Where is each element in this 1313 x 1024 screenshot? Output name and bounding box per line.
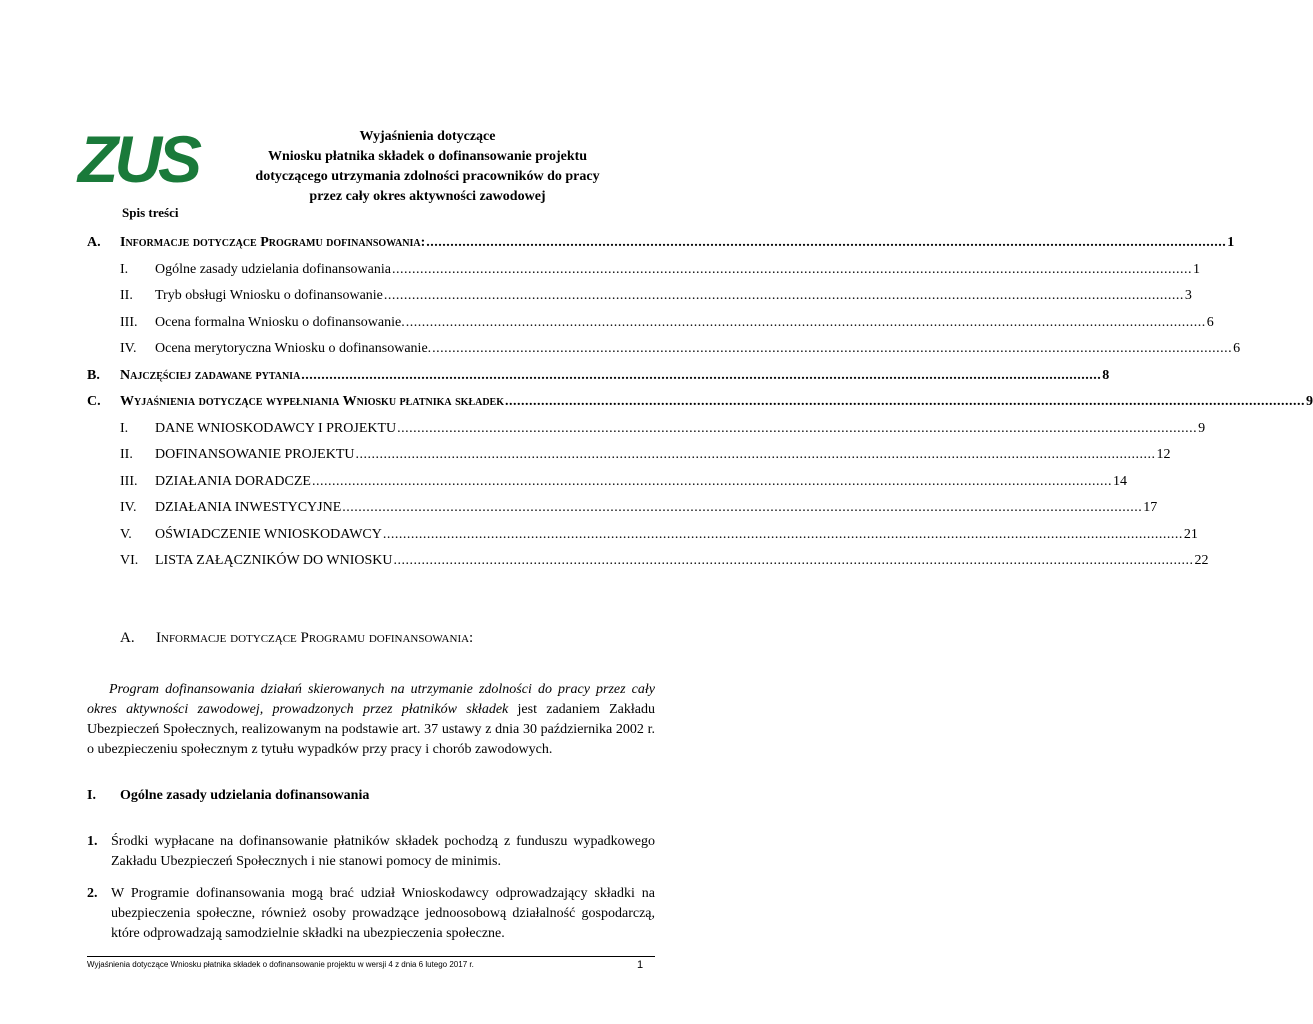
- section-number: I.: [87, 788, 96, 803]
- toc-entry-number: B.: [87, 368, 100, 383]
- toc-entry-title: Ocena formalna Wniosku o dofinansowanie.: [155, 315, 405, 330]
- intro-italic: Program dofinansowania działań skierowanych na utrzymanie zdolności do pracy przez cały okres aktywności zawodowej, prowadzonych przez płatników składek: [87, 682, 655, 717]
- footer-divider: [87, 956, 655, 957]
- toc-entry-page: 21: [1183, 527, 1198, 542]
- toc-entry-page: 9: [1198, 421, 1206, 436]
- section-letter: A.: [120, 630, 135, 646]
- title-line: dotyczącego utrzymania zdolności pracowników do pracy: [255, 169, 600, 184]
- toc-entry-page: 6: [1206, 315, 1214, 330]
- toc-entry-page: 8: [1102, 368, 1110, 383]
- page-number: 1: [637, 959, 644, 971]
- toc-entry-title: OŚWIADCZENIE WNIOSKODAWCY: [155, 527, 382, 542]
- toc-entry-number: V.: [120, 527, 132, 542]
- section-title: Ogólne zasady udzielania dofinansowania: [120, 788, 370, 803]
- toc-entry-title: DZIAŁANIA INWESTYCYJNE: [155, 500, 342, 515]
- toc-entry-number: VI.: [120, 553, 139, 568]
- toc-entry-title: DOFINANSOWANIE PROJEKTU: [155, 447, 355, 462]
- toc-entry-page: 14: [1112, 474, 1127, 489]
- item-number: 1.: [87, 834, 98, 849]
- toc-entry[interactable]: [120, 447, 1171, 467]
- toc-leader-dots: ........................................................................................................................................................................................................: [432, 341, 1233, 356]
- toc-entry-page: 1: [1227, 235, 1235, 250]
- toc-entry-number: C.: [87, 394, 101, 409]
- toc-leader-dots: ........................................................................................................................................................................................................: [383, 288, 1184, 303]
- toc-entry[interactable]: [87, 394, 1313, 414]
- toc-entry-title: Tryb obsługi Wniosku o dofinansowanie: [155, 288, 383, 303]
- toc-leader-dots: ........................................................................................................................................................................................................: [397, 421, 1198, 436]
- list-item: [87, 832, 655, 872]
- intro-rest: jest zadaniem Zakładu Ubezpieczeń Społecznych, realizowanym na podstawie art. 37 ustawy z dnia 30 października 2002 r. o ubezpieczeniu społecznym z tytułu wypadków przy pracy i chorób zawodowych.: [87, 702, 655, 757]
- toc-entry[interactable]: [120, 341, 1241, 361]
- toc-entry-title: DZIAŁANIA DORADCZE: [155, 474, 311, 489]
- section-title: Informacje dotyczące Programu dofinansowania:: [156, 630, 474, 646]
- item-text: W Programie dofinansowania mogą brać udział Wnioskodawcy odprowadzający składki na ubezpieczenia społeczne, również osoby prowadzące jednoosobową działalność gospodarczą, które odprowadzają samodzielnie składki na ubezpieczenia społeczne.: [111, 886, 655, 941]
- toc-leader-dots: ........................................................................................................................................................................................................: [393, 553, 1194, 568]
- logo-text: ZUS: [78, 122, 198, 196]
- toc-leader-dots: ........................................................................................................................................................................................................: [355, 447, 1156, 462]
- title-line: przez cały okres aktywności zawodowej: [309, 189, 546, 204]
- toc-entry[interactable]: [87, 235, 1235, 255]
- list-item: [87, 884, 655, 944]
- toc-entry[interactable]: [120, 315, 1214, 335]
- toc-entry-page: 12: [1156, 447, 1171, 462]
- toc-entry-title: Ogólne zasady udzielania dofinansowania: [155, 262, 391, 277]
- toc-entry[interactable]: [120, 288, 1192, 308]
- toc-entry-title: DANE WNIOSKODAWCY I PROJEKTU: [155, 421, 397, 436]
- toc-leader-dots: ........................................................................................................................................................................................................: [391, 262, 1192, 277]
- toc-entry-page: 9: [1306, 394, 1313, 409]
- toc-leader-dots: ........................................................................................................................................................................................................: [311, 474, 1112, 489]
- toc-entry-title: Najczęściej zadawane pytania: [120, 368, 301, 383]
- toc-entry-page: 1: [1192, 262, 1200, 277]
- toc-entry-title: LISTA ZAŁĄCZNIKÓW DO WNIOSKU: [155, 553, 393, 568]
- toc-leader-dots: ........................................................................................................................................................................................................: [342, 500, 1143, 515]
- toc-entry-number: III.: [120, 474, 138, 489]
- toc-leader-dots: ........................................................................................................................................................................................................: [426, 235, 1227, 250]
- title-line: Wyjaśnienia dotyczące: [359, 129, 496, 144]
- toc-leader-dots: ........................................................................................................................................................................................................: [405, 315, 1206, 330]
- toc-entry-number: II.: [120, 447, 133, 462]
- item-text: Środki wypłacane na dofinansowanie płatników składek pochodzą z funduszu wypadkowego Zakładu Ubezpieczeń Społecznych i nie stanowi pomocy de minimis.: [111, 834, 655, 869]
- toc-entry[interactable]: [120, 553, 1209, 573]
- toc-entry-number: I.: [120, 421, 129, 436]
- toc-entry[interactable]: [87, 368, 1110, 388]
- document-title: [200, 127, 655, 207]
- toc-leader-dots: ........................................................................................................................................................................................................: [505, 394, 1306, 409]
- toc-entry-title: Ocena merytoryczna Wniosku o dofinansowanie.: [155, 341, 432, 356]
- toc-entry-number: III.: [120, 315, 138, 330]
- zus-logo: [78, 122, 198, 196]
- toc-entry-number: A.: [87, 235, 101, 250]
- toc-entry-number: IV.: [120, 341, 137, 356]
- toc-entry[interactable]: [120, 474, 1127, 494]
- toc-entry[interactable]: [120, 421, 1206, 441]
- toc-entry-number: II.: [120, 288, 133, 303]
- toc-entry-page: 17: [1143, 500, 1158, 515]
- toc-leader-dots: ........................................................................................................................................................................................................: [382, 527, 1183, 542]
- toc-entry-number: I.: [120, 262, 129, 277]
- toc-entry-title: Wyjaśnienia dotyczące wypełniania Wniosku płatnika składek: [120, 394, 505, 409]
- title-line: Wniosku płatnika składek o dofinansowanie projektu: [267, 149, 588, 164]
- item-number: 2.: [87, 886, 98, 901]
- toc-entry[interactable]: [120, 500, 1158, 520]
- toc-entry[interactable]: [120, 527, 1198, 547]
- toc-entry-page: 6: [1233, 341, 1241, 356]
- toc-leader-dots: ........................................................................................................................................................................................................: [301, 368, 1102, 383]
- footer-text: Wyjaśnienia dotyczące Wniosku płatnika składek o dofinansowanie projektu w wersji 4 z dnia 6 lutego 2017 r.: [87, 960, 474, 969]
- toc-entry-number: IV.: [120, 500, 137, 515]
- toc-entry[interactable]: [120, 262, 1200, 282]
- toc-entry-title: Informacje dotyczące Programu dofinansowania:: [120, 235, 426, 250]
- toc-entry-page: 22: [1194, 553, 1209, 568]
- intro-paragraph: [87, 680, 655, 760]
- toc-label: Spis treści: [122, 205, 179, 220]
- toc-entry-page: 3: [1184, 288, 1192, 303]
